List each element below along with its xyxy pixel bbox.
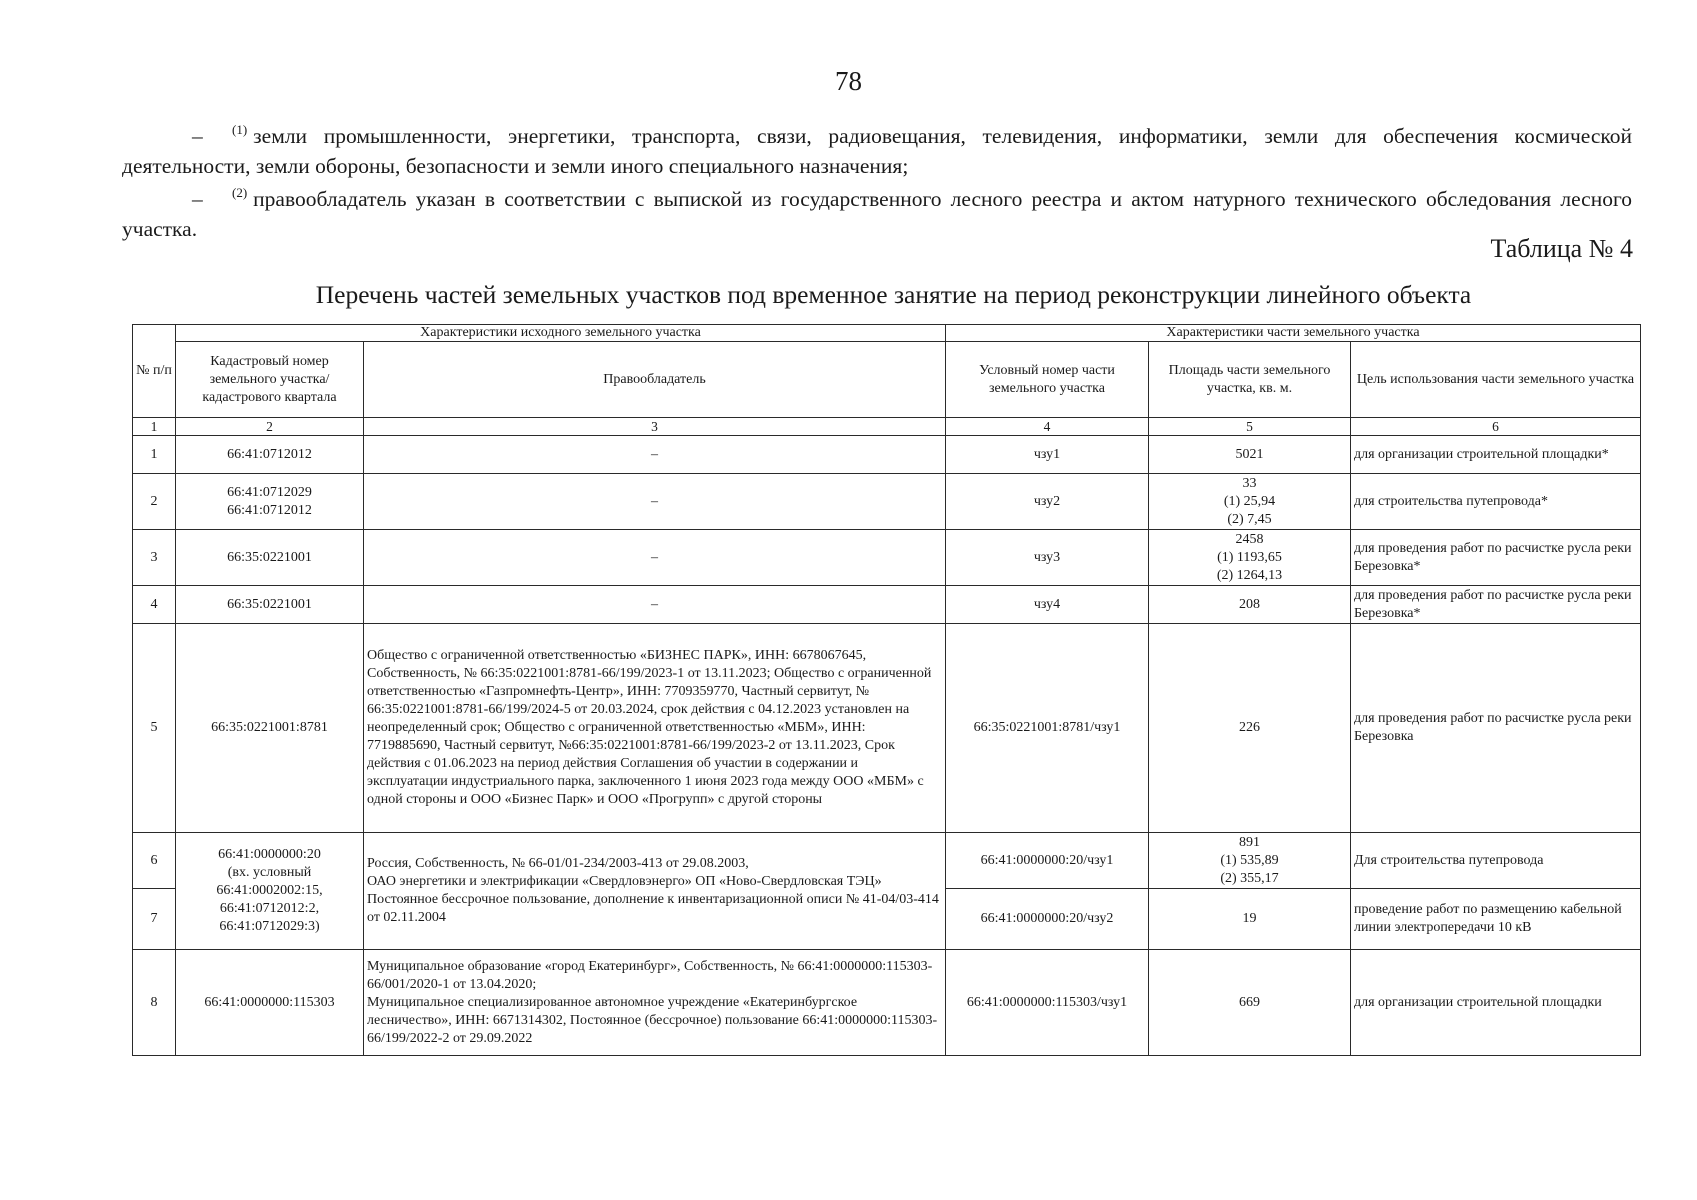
cell-cadastral: 66:35:0221001:8781 (176, 624, 364, 833)
footnote-1 (122, 115, 1632, 181)
cell-part-id: чзу4 (946, 586, 1149, 624)
parcels-table (132, 324, 1641, 1056)
cell-purpose: проведение работ по размещению кабельной линии электропередачи 10 кВ (1351, 889, 1641, 950)
footnote-2 (122, 178, 1632, 244)
table-row (133, 833, 1641, 889)
cell-purpose: для проведения работ по расчистке русла реки Березовка* (1351, 530, 1641, 586)
cell-owner: – (364, 474, 946, 530)
cell-cadastral: 66:41:0712029 66:41:0712012 (176, 474, 364, 530)
cell-cadastral: 66:41:0000000:115303 (176, 950, 364, 1056)
cell-area: 19 (1149, 889, 1351, 950)
header-part-id: Условный номер части земельного участка (946, 342, 1149, 418)
cell-purpose: для проведения работ по расчистке русла реки Березовка* (1351, 586, 1641, 624)
cell-owner: – (364, 436, 946, 474)
cell-owner: Муниципальное образование «город Екатеринбург», Собственность, № 66:41:0000000:115303-66/001/2020-1 от 13.04.2020; Муниципальное специализированное автономное учреждение «Екатеринбургское лесничество», ИНН: 6671314302, Постоянное (бессрочное) пользование 66:41:0000000:115303-66/199/2022-2 от 29.09.2022 (364, 950, 946, 1056)
footnote-text: земли промышленности, энергетики, транспорта, связи, радиовещания, телевидения, информатики, земли для обеспечения космической деятельности, земли обороны, безопасности и земли иного специального назначения; (122, 124, 1632, 178)
header-source-group: Характеристики исходного земельного участка (176, 325, 946, 342)
cell-part-id: 66:41:0000000:115303/чзу1 (946, 950, 1149, 1056)
cell-num: 8 (133, 950, 176, 1056)
cell-area: 208 (1149, 586, 1351, 624)
cell-purpose: для организации строительной площадки (1351, 950, 1641, 1056)
cell-purpose: для организации строительной площадки* (1351, 436, 1641, 474)
cell-part-id: 66:41:0000000:20/чзу1 (946, 833, 1149, 889)
cell-cadastral: 66:35:0221001 (176, 586, 364, 624)
cell-purpose: Для строительства путепровода (1351, 833, 1641, 889)
footnote-text: правообладатель указан в соответствии с выпиской из государственного лесного реестра и актом натурного технического обследования лесного участка. (122, 187, 1632, 241)
footnote-dash: – (192, 187, 203, 211)
cell-owner: – (364, 530, 946, 586)
cell-cadastral: 66:35:0221001 (176, 530, 364, 586)
table-row (133, 586, 1641, 624)
cell-area: 226 (1149, 624, 1351, 833)
cell-area: 33 (1) 25,94 (2) 7,45 (1149, 474, 1351, 530)
header-num: № п/п (133, 325, 176, 418)
cell-num: 6 (133, 833, 176, 889)
cell-num: 3 (133, 530, 176, 586)
column-number: 2 (176, 418, 364, 436)
table-row (133, 530, 1641, 586)
cell-area: 891 (1) 535,89 (2) 355,17 (1149, 833, 1351, 889)
cell-cadastral: 66:41:0712012 (176, 436, 364, 474)
table-title: Перечень частей земельных участков под временное занятие на период реконструкции линейного объекта (315, 280, 1472, 309)
cell-cadastral: 66:41:0000000:20 (вх. условный 66:41:0002002:15, 66:41:0712012:2, 66:41:0712029:3) (176, 833, 364, 950)
table-row (133, 474, 1641, 530)
footnote-dash: – (192, 124, 203, 148)
cell-part-id: чзу3 (946, 530, 1149, 586)
column-number: 6 (1351, 418, 1641, 436)
cell-area: 5021 (1149, 436, 1351, 474)
header-owner: Правообладатель (364, 342, 946, 418)
cell-owner: Россия, Собственность, № 66-01/01-234/2003-413 от 29.08.2003, ОАО энергетики и электрификации «Свердловэнерго» ОП «Ново-Свердловская ТЭЦ» Постоянное бессрочное пользование, дополнение к инвентаризационной описи № 41-04/03-414 от 02.11.2004 (364, 833, 946, 950)
cell-num: 2 (133, 474, 176, 530)
column-number: 5 (1149, 418, 1351, 436)
page-number: 78 (835, 66, 862, 96)
footnote-marker: (2) (232, 185, 248, 200)
table-row (133, 624, 1641, 833)
header-purpose: Цель использования части земельного участка (1351, 342, 1641, 418)
column-numbers-row (133, 418, 1641, 436)
header-area: Площадь части земельного участка, кв. м. (1149, 342, 1351, 418)
cell-owner: – (364, 586, 946, 624)
table-header-row (133, 342, 1641, 418)
header-cadastral: Кадастровый номер земельного участка/кадастрового квартала (176, 342, 364, 418)
column-number: 4 (946, 418, 1149, 436)
column-number: 1 (133, 418, 176, 436)
table-row (133, 950, 1641, 1056)
cell-part-id: чзу1 (946, 436, 1149, 474)
cell-area: 2458 (1) 1193,65 (2) 1264,13 (1149, 530, 1351, 586)
table-number: Таблица № 4 (1490, 234, 1633, 263)
cell-purpose: для проведения работ по расчистке русла реки Березовка (1351, 624, 1641, 833)
cell-num: 4 (133, 586, 176, 624)
cell-part-id: чзу2 (946, 474, 1149, 530)
cell-num: 7 (133, 889, 176, 950)
column-number: 3 (364, 418, 946, 436)
header-part-group: Характеристики части земельного участка (946, 325, 1641, 342)
cell-owner: Общество с ограниченной ответственностью «БИЗНЕС ПАРК», ИНН: 6678067645, Собственность, № 66:35:0221001:8781-66/199/2023-1 от 13.11.2023; Общество с ограниченной ответственностью «Газпромнефть-Центр», ИНН: 7709359770, Частный сервитут, № 66:35:0221001:8781-66/199/2024-5 от 20.03.2024, срок действия с 04.12.2023 установлен на неопределенный срок; Общество с ограниченной ответственностью «МБМ», ИНН: 7719885690, Частный сервитут, №66:35:0221001:8781-66/199/2023-2 от 13.11.2023, Срок действия с 01.06.2023 на период действия Соглашения об участии в содержании и эксплуатации индустриального парка, заключенного 1 июня 2023 года между ООО «МБМ» с одной стороны и ООО «Бизнес Парк» и ООО «Прогрупп» с другой стороны (364, 624, 946, 833)
cell-area: 669 (1149, 950, 1351, 1056)
footnote-marker: (1) (232, 122, 248, 137)
cell-num: 5 (133, 624, 176, 833)
table-header-group-row (133, 325, 1641, 342)
cell-purpose: для строительства путепровода* (1351, 474, 1641, 530)
table-row (133, 436, 1641, 474)
cell-num: 1 (133, 436, 176, 474)
cell-part-id: 66:35:0221001:8781/чзу1 (946, 624, 1149, 833)
cell-part-id: 66:41:0000000:20/чзу2 (946, 889, 1149, 950)
